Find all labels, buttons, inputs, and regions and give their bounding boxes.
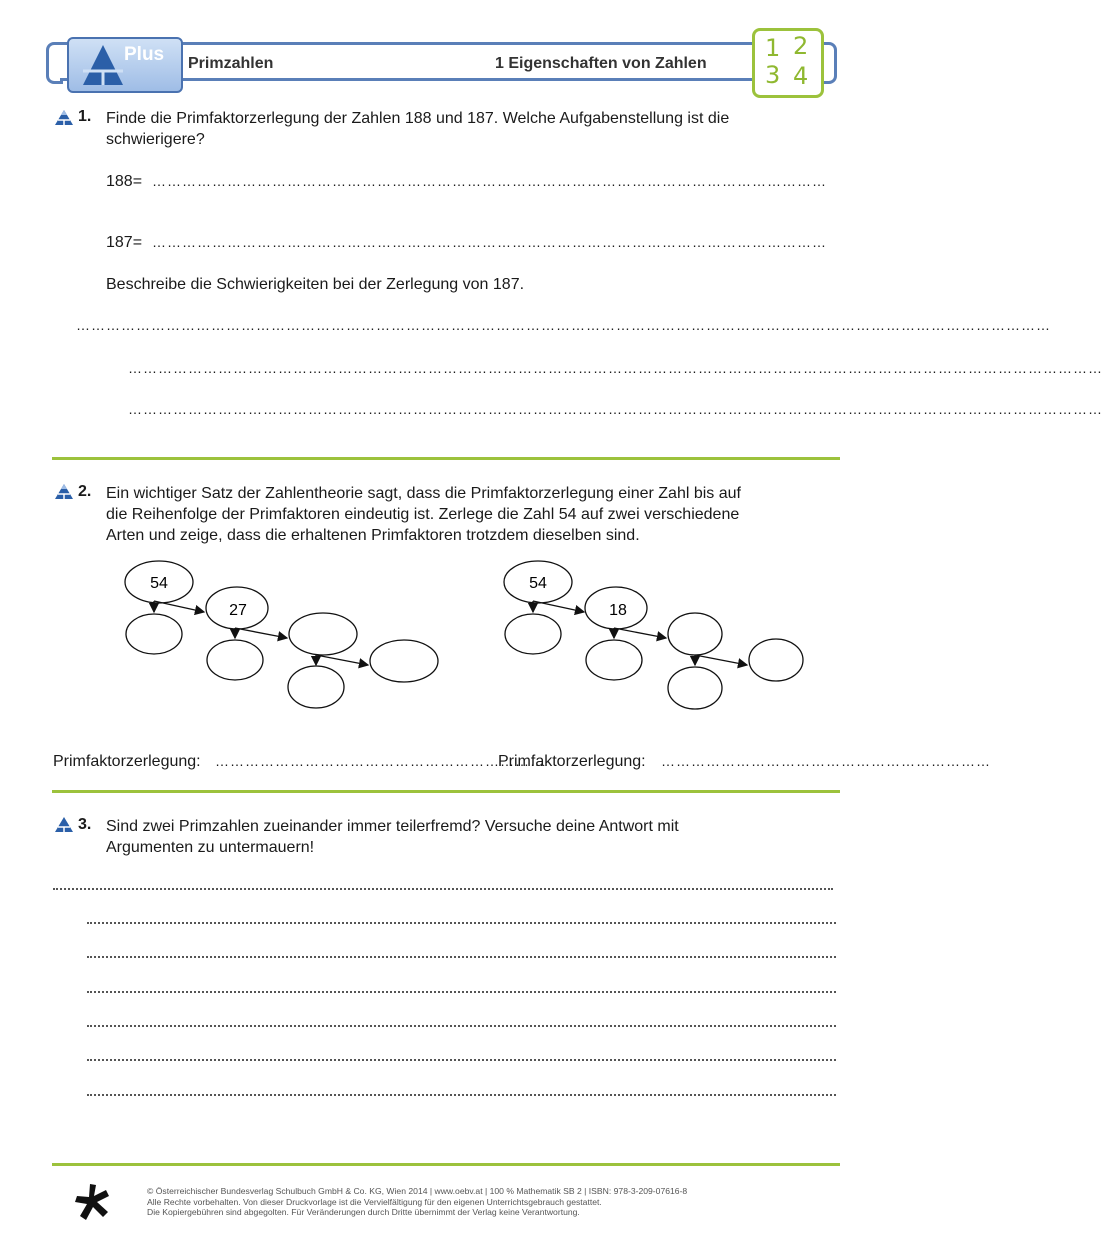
tree-arrow bbox=[154, 601, 204, 612]
answer-188-line[interactable]: ……………………………………………………………………………………………………………………… bbox=[152, 173, 827, 189]
result-answer-line-left[interactable]: ………………………………………………………… bbox=[215, 753, 545, 769]
task2-question-line2: die Reihenfolge der Primfaktoren eindeutig ist. Zerlege die Zahl 54 auf zwei verschiedene bbox=[106, 506, 740, 523]
task3-question-line1: Sind zwei Primzahlen zueinander immer teilerfremd? Versuche deine Antwort mit bbox=[106, 818, 679, 835]
tree-node-empty[interactable] bbox=[207, 640, 263, 680]
tree-node-empty[interactable] bbox=[288, 666, 344, 708]
answer-line[interactable]: …………………………………………………………………………………………………………………………………………………………………………… bbox=[128, 401, 1103, 417]
copyright-notice bbox=[147, 1186, 687, 1218]
task3-question-line2: Argumenten zu untermauern! bbox=[106, 839, 315, 856]
answer-line[interactable] bbox=[87, 956, 836, 958]
answer-187-line[interactable]: ……………………………………………………………………………………………………………………… bbox=[152, 234, 827, 250]
page-title: Primzahlen bbox=[188, 55, 274, 72]
answer-line[interactable] bbox=[53, 888, 833, 890]
answer-line[interactable] bbox=[87, 1059, 836, 1061]
tree-node-empty[interactable] bbox=[126, 614, 182, 654]
footer-line: Alle Rechte vorbehalten. Von dieser Druckvorlage ist die Vervielfältigung für den eigenen Unterrichtsgebrauch gestattet. bbox=[147, 1196, 602, 1207]
task1-question-line2: schwierigere? bbox=[106, 131, 205, 148]
tree-arrow bbox=[695, 655, 747, 665]
tree-node-empty[interactable] bbox=[505, 614, 561, 654]
badge-digit: 4 bbox=[793, 62, 809, 90]
tree-arrow bbox=[235, 628, 287, 638]
badge-digit: 3 bbox=[765, 61, 781, 89]
answer-188-label: 188= bbox=[106, 173, 143, 190]
factor-tree-left bbox=[0, 555, 890, 715]
result-answer-line-right[interactable]: ………………………………………………………… bbox=[661, 753, 991, 769]
tree-node-empty[interactable] bbox=[668, 613, 722, 655]
chapter-title: 1 Eigenschaften von Zahlen bbox=[495, 55, 707, 72]
task2-question-line1: Ein wichtiger Satz der Zahlentheorie sagt, dass die Primfaktorzerlegung einer Zahl bis auf bbox=[106, 485, 741, 502]
tree-node-root-label: 54 bbox=[150, 575, 168, 592]
tree-node-root-label: 54 bbox=[529, 575, 547, 592]
answer-line[interactable]: …………………………………………………………………………………………………………………………………………………………………………… bbox=[128, 360, 1103, 376]
answer-line[interactable] bbox=[87, 1025, 836, 1027]
task1-prompt: Beschreibe die Schwierigkeiten bei der Zerlegung von 187. bbox=[106, 276, 525, 293]
result-label-right: Primfaktorzerlegung: bbox=[498, 753, 646, 770]
tree-arrow bbox=[614, 628, 666, 638]
answer-line[interactable]: …………………………………………………………………………………………………………………………………………………………………………… bbox=[76, 317, 1051, 333]
logo-text: Plus bbox=[124, 44, 165, 65]
badge-digit: 2 bbox=[793, 32, 809, 60]
tree-arrow bbox=[533, 601, 584, 612]
tree-node-empty[interactable] bbox=[370, 640, 438, 682]
task2-question-line3: Arten und zeige, dass die erhaltenen Primfaktoren trotzdem dieselben sind. bbox=[106, 527, 640, 544]
tree-node-second-label: 27 bbox=[229, 602, 247, 619]
tree-node-second-label: 18 bbox=[609, 602, 627, 619]
footer-divider bbox=[52, 1163, 840, 1166]
task-level-icon bbox=[54, 483, 74, 500]
section-divider bbox=[52, 790, 840, 793]
footer-line: © Österreichischer Bundesverlag Schulbuch GmbH & Co. KG, Wien 2014 | www.oebv.at | 100 % Mathematik SB 2 | ISBN: 978-3-209-07616-8 bbox=[147, 1186, 688, 1196]
tree-node-empty[interactable] bbox=[586, 640, 642, 680]
factor-tree-right bbox=[504, 561, 803, 709]
answer-line[interactable] bbox=[87, 991, 836, 993]
badge-digit: 1 bbox=[765, 34, 781, 62]
tree-node-empty[interactable] bbox=[749, 639, 803, 681]
number-badge bbox=[752, 28, 824, 98]
task-number: 1. bbox=[78, 108, 92, 125]
tree-node-empty[interactable] bbox=[668, 667, 722, 709]
answer-line[interactable] bbox=[87, 1094, 836, 1096]
tree-node-empty[interactable] bbox=[289, 613, 357, 655]
answer-187-label: 187= bbox=[106, 234, 143, 251]
task-level-icon bbox=[54, 109, 74, 126]
task1-question-line1: Finde die Primfaktorzerlegung der Zahlen 188 und 187. Welche Aufgabenstellung ist die bbox=[106, 110, 730, 127]
task-number: 3. bbox=[78, 816, 92, 833]
task-number: 2. bbox=[78, 483, 92, 500]
answer-line[interactable] bbox=[87, 922, 836, 924]
footer-line: Die Kopiergebühren sind abgegolten. Für Veränderungen durch Dritte übernimmt der Verlag keine Verantwortung. bbox=[147, 1207, 580, 1217]
tree-arrow bbox=[316, 655, 368, 665]
publisher-logo-icon bbox=[72, 1182, 112, 1222]
section-divider bbox=[52, 457, 840, 460]
result-label-left: Primfaktorzerlegung: bbox=[53, 753, 201, 770]
task-level-icon bbox=[54, 816, 74, 833]
